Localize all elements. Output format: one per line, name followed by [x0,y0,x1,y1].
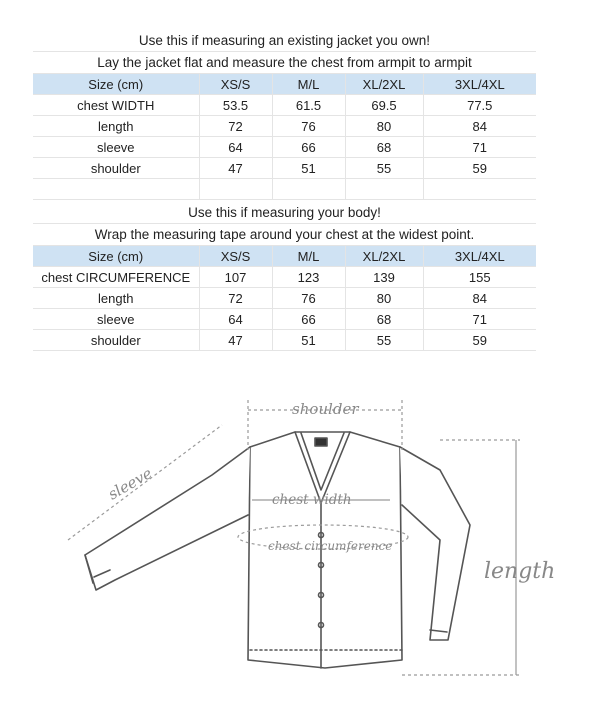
table-cell: 51 [272,330,345,351]
table-caption: Use this if measuring your body! [33,202,536,224]
table-cell [33,179,199,200]
table-cell: 55 [345,158,423,179]
table-cell: shoulder [33,330,199,351]
table-cell: 76 [272,116,345,137]
table-cell: 61.5 [272,95,345,116]
table-caption: Use this if measuring an existing jacket you own! [33,30,536,52]
table-cell: sleeve [33,309,199,330]
header-cell: XS/S [199,246,272,267]
table-cell: 55 [345,330,423,351]
table-header-row [33,74,536,95]
table-cell: 51 [272,158,345,179]
table-row [33,158,536,179]
table-row [33,267,536,288]
header-cell: M/L [272,74,345,95]
header-cell: XL/2XL [345,246,423,267]
table-cell: 84 [423,116,536,137]
table-row [33,330,536,351]
table-cell: 76 [272,288,345,309]
table-row [33,288,536,309]
table-cell: 77.5 [423,95,536,116]
table-cell: 66 [272,137,345,158]
table-cell [423,179,536,200]
table-cell: 68 [345,137,423,158]
table-row [33,137,536,158]
table-cell: 71 [423,137,536,158]
table-cell: 47 [199,158,272,179]
size-table [33,246,536,351]
size-table [33,74,536,200]
table-cell: 71 [423,309,536,330]
table-cell: 80 [345,288,423,309]
table-cell: 72 [199,288,272,309]
table-row [33,116,536,137]
table-subcaption: Wrap the measuring tape around your chest at the widest point. [33,224,536,246]
chest-circumference-label: chest circumference [268,539,393,553]
table-cell [345,179,423,200]
table-cell: 69.5 [345,95,423,116]
table-header-row [33,246,536,267]
table-row [33,309,536,330]
sleeve-label: sleeve [105,464,156,504]
table-cell: 155 [423,267,536,288]
table-cell: length [33,288,199,309]
length-label: length [484,559,556,584]
header-cell: XL/2XL [345,74,423,95]
table-cell: 139 [345,267,423,288]
table-row [33,95,536,116]
header-cell: 3XL/4XL [423,74,536,95]
table-cell: chest WIDTH [33,95,199,116]
header-cell: Size (cm) [33,246,199,267]
table-cell: 66 [272,309,345,330]
shoulder-label: shoulder [292,400,359,418]
table-cell: 123 [272,267,345,288]
table-cell: 68 [345,309,423,330]
jacket-measurement-diagram [0,385,600,728]
header-cell: XS/S [199,74,272,95]
table-cell: 80 [345,116,423,137]
table-cell: 47 [199,330,272,351]
table-subcaption: Lay the jacket flat and measure the chest from armpit to armpit [33,52,536,74]
table-cell: chest CIRCUMFERENCE [33,267,199,288]
table-cell: sleeve [33,137,199,158]
table-cell: shoulder [33,158,199,179]
table-cell: 72 [199,116,272,137]
table-cell [199,179,272,200]
size-table-body [33,202,536,351]
chest-width-label: chest width [272,492,352,508]
table-cell: 59 [423,158,536,179]
table-cell: 64 [199,137,272,158]
table-cell: length [33,116,199,137]
table-cell: 53.5 [199,95,272,116]
table-cell: 59 [423,330,536,351]
table-row-empty [33,179,536,200]
table-cell: 107 [199,267,272,288]
table-cell [272,179,345,200]
header-cell: M/L [272,246,345,267]
header-cell: 3XL/4XL [423,246,536,267]
header-cell: Size (cm) [33,74,199,95]
size-table-garment [33,30,536,200]
table-cell: 84 [423,288,536,309]
table-cell: 64 [199,309,272,330]
